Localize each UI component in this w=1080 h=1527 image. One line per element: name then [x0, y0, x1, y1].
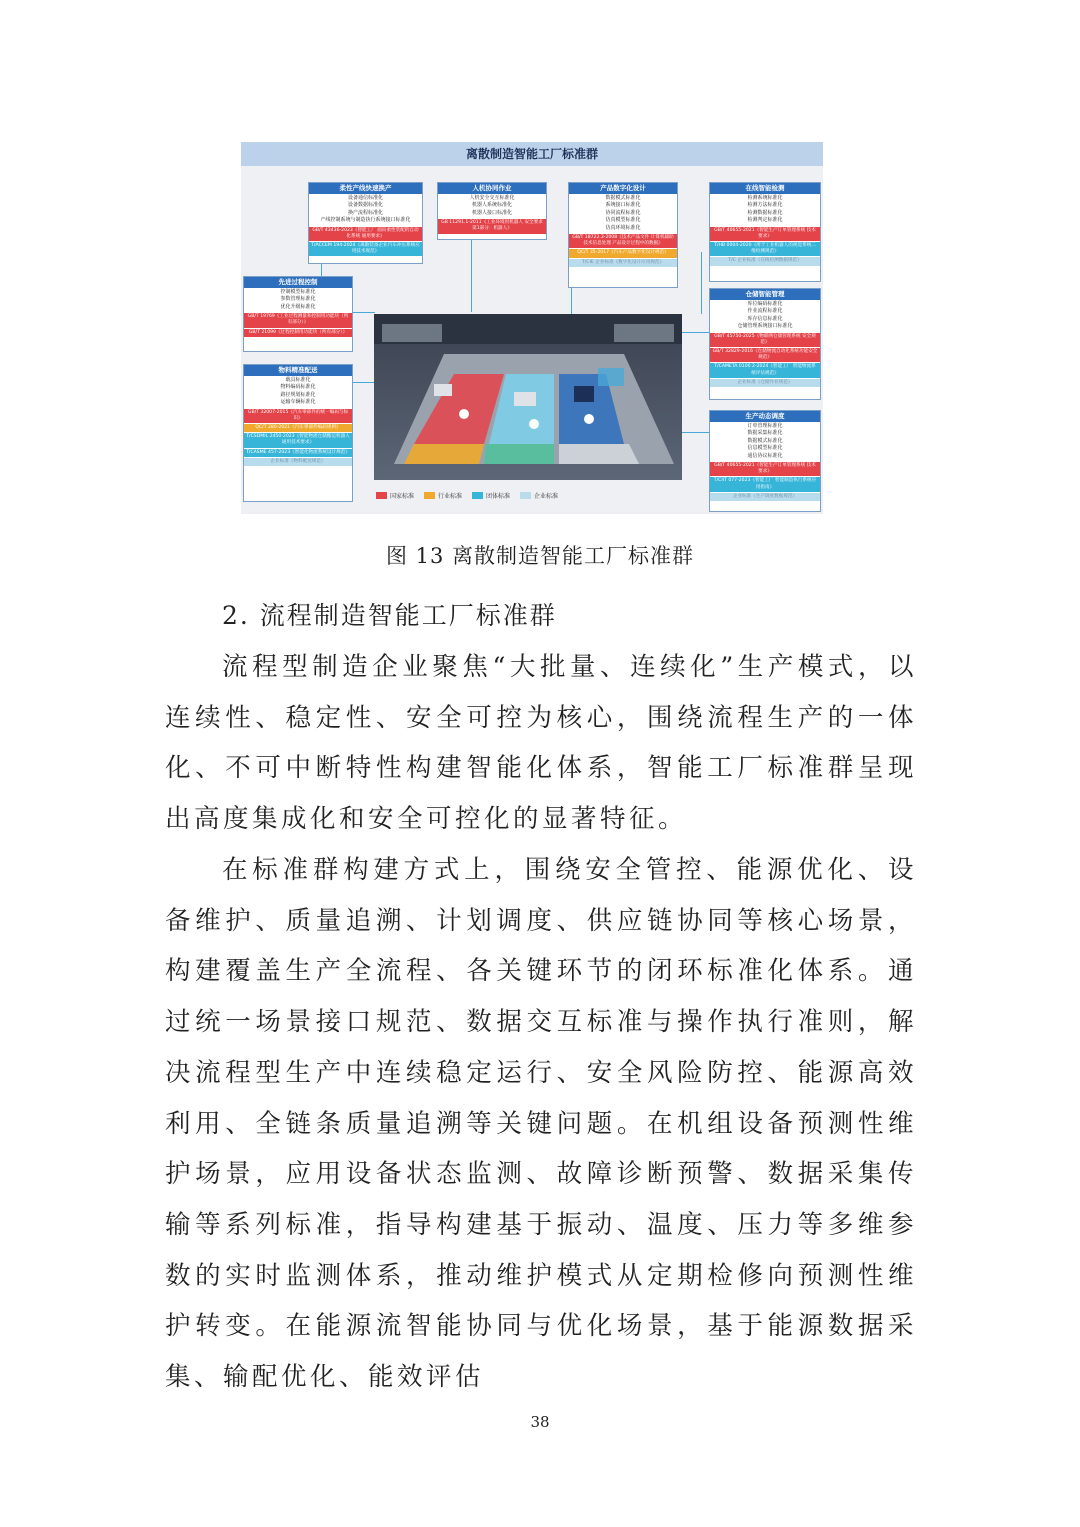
legend-item-enterprise — [520, 491, 558, 500]
standard-national: GB/T 45750-2025《物联网仓储管理系统 安全规范》 — [710, 333, 820, 347]
section-heading: 2. 流程制造智能工厂标准群 — [222, 601, 557, 630]
standard-national: GB/T 40655-2021《智能生产订单管理系统 技术要求》 — [710, 227, 820, 241]
category-item: 数据采集标准化 — [747, 430, 783, 437]
standard-enterprise: 企业标准《生产调度数据规范》 — [710, 493, 820, 501]
category-item: 仓储管理系统接口标准化 — [737, 323, 793, 330]
standard-group: T/CIIT 077-2023《智能工厂 智能制造执行系统应用指南》 — [710, 477, 820, 491]
standard-enterprise: 企业标准《物料配送规范》 — [244, 458, 352, 466]
legend-swatch — [376, 492, 387, 499]
connector-line — [353, 382, 375, 383]
standard-national: GB/T 32007-2015《汽车零部件的统一编码与标识》 — [244, 409, 352, 423]
category-item: 参数管理标准化 — [280, 296, 316, 303]
category-item: 通信协议标准化 — [747, 452, 783, 459]
connector-line — [681, 432, 709, 433]
category-item: 检测系统标准化 — [747, 195, 783, 201]
body-paragraph: 在标准群构建方式上，围绕安全管控、能源优化、设备维护、质量追溯、计划调度、供应链协同等核心场景，构建覆盖生产全流程、各关键环节的闭环标准化体系。通过统一场景接口规范、数据交互标准与操作执行准则，解决流程型生产中连续稳定运行、安全风险防控、能源高效利用、全链条质量追溯等关键问题。在机组设备预测性维护场景，应用设备状态监测、故障诊断预警、数据采集传输等系列标准，指导构建基于振动、温度、压力等多维参数的实时监测体系，推动维护模式从定期检修向预测性维护转变。在能源流智能协同与优化场景，基于能源数据采集、输配优化、能效评估 — [165, 855, 917, 1393]
category-item: 系统接口标准化 — [605, 202, 641, 209]
connector-line — [681, 332, 709, 333]
legend-label: 行业标准 — [438, 493, 463, 500]
standard-national: GB/T 21099《过程控制用功能块（所有部分）》 — [244, 329, 352, 337]
category-header: 仓储智能管理 — [710, 289, 820, 300]
category-item: 数据模式标准化 — [747, 437, 783, 444]
category-item: 运输车辆标准化 — [280, 399, 316, 406]
category-item: 机器人系统标准化 — [471, 202, 512, 209]
category-item: 数据模式标准化 — [605, 195, 641, 201]
standard-national: GB/T 40655-2021《智能生产订单管理系统 技术要求》 — [710, 462, 820, 476]
connector-line — [471, 232, 472, 312]
standard-national: GB/T 43436-2023《智能工厂 面向柔性装配的自动化系统 通用要求》 — [309, 227, 422, 241]
standard-group: T/HB 0004-2020《用于工业机器人的视觉系统二维检测规范》 — [710, 242, 820, 256]
figure-discrete-factory-standards — [241, 142, 823, 514]
category-box-material-delivery — [243, 364, 353, 502]
category-item: 信息模型标准化 — [747, 445, 783, 452]
category-item: 库位编码标准化 — [747, 301, 783, 307]
factory-illustration — [374, 314, 682, 480]
standard-group: T/CAMETA 0100 2-2024《智能工厂 智能物流系统评估规范》 — [710, 363, 820, 377]
category-item: 检测判定标准化 — [747, 217, 783, 224]
standard-group: T/CASME 457-2023《智能化物流系统设计规范》 — [244, 449, 352, 457]
legend-item-national — [376, 491, 414, 500]
category-item: 库存信息标准化 — [747, 315, 783, 322]
legend-label: 国家标准 — [390, 493, 415, 500]
category-header: 在线智能检测 — [710, 183, 820, 194]
category-item: 协同流程标准化 — [605, 209, 641, 216]
category-header: 柔性产线快速换产 — [309, 183, 422, 194]
category-header: 产品数字化设计 — [569, 183, 677, 194]
category-item: 设备通信标准化 — [347, 195, 383, 201]
connector-line — [353, 312, 375, 313]
standard-enterprise: T/C 企业标准《在线检测数据规范》 — [710, 257, 820, 265]
standard-national: GB/T 18722.3-2008《技术产品文件 计算机辅助技术信息处理 产品设计过程中的数据》 — [569, 234, 677, 248]
category-header: 生产动态调度 — [710, 411, 820, 422]
figure-caption: 图 13 离散制造智能工厂标准群 — [385, 544, 695, 568]
figure-legend — [376, 488, 676, 502]
category-item: 控制模型标准化 — [280, 289, 316, 295]
category-item: 仿真环境标准化 — [605, 224, 641, 231]
category-item: 订单管理标准化 — [747, 423, 783, 429]
standard-industry: QC/T 35-2017《汽车产品数字化设计规范》 — [569, 249, 677, 257]
body-paragraph: 流程型制造企业聚焦“大批量、连续化”生产模式，以连续性、稳定性、安全可控为核心，围绕流程生产的一体化、不可中断特性构建智能化体系，智能工厂标准群呈现出高度集成化和安全可控化的显著特征。 — [165, 652, 917, 835]
category-box-online-inspection — [709, 182, 821, 282]
category-box-production-scheduling — [709, 410, 821, 512]
connector-line — [701, 252, 702, 314]
standard-national: GB/T 19769《工业过程测量和控制用功能块（所有部分）》 — [244, 313, 352, 327]
category-item: 仿真模型标准化 — [605, 217, 641, 224]
category-item: 换产流程标准化 — [347, 209, 383, 216]
category-header: 物料精准配送 — [244, 365, 352, 376]
category-header: 人机协同作业 — [438, 183, 546, 194]
category-item: 优化升级标准化 — [280, 303, 316, 310]
category-item: 检测数据标准化 — [747, 209, 783, 216]
category-header: 先进过程控制 — [244, 277, 352, 288]
standard-national: GB/T 32829-2016《仓储物流自动化系统功能安全规范》 — [710, 348, 820, 362]
legend-label: 团体标准 — [486, 493, 511, 500]
category-item: 检测方法标准化 — [747, 202, 783, 209]
category-item: 路径规划标准化 — [280, 391, 316, 398]
category-box-storage — [709, 288, 821, 400]
category-item: 人机安全交互标准化 — [469, 195, 515, 201]
legend-swatch — [424, 492, 435, 499]
category-item: 作业流程标准化 — [747, 308, 783, 315]
category-item: 设备数据标准化 — [347, 202, 383, 209]
legend-label: 企业标准 — [534, 493, 559, 500]
legend-item-group — [472, 491, 510, 500]
standard-industry: QC/T 280-2021《汽车零部件编码规则》 — [244, 424, 352, 432]
standard-enterprise: 企业标准《仓储作业规范》 — [710, 379, 820, 387]
category-item: 机器人接口标准化 — [471, 209, 512, 216]
category-item: 载具标准化 — [285, 377, 311, 383]
category-box-flex-production — [308, 182, 423, 264]
category-box-human-robot — [437, 182, 547, 240]
standard-enterprise: T/CIE 企业标准《数字化设计应用规范》 — [569, 259, 677, 267]
category-box-process-control — [243, 276, 353, 352]
legend-swatch — [472, 492, 483, 499]
standard-group: T/ACCEM 194-2024《离散装备企业汽车冲压系统应用技术规范》 — [309, 242, 422, 256]
page-number: 38 — [530, 1413, 550, 1431]
category-box-digital-design — [568, 182, 678, 288]
standard-national: GB 11291.1-2011《工业环境用机器人 安全要求 第1部分：机器人》 — [438, 219, 546, 233]
legend-item-industry — [424, 491, 462, 500]
legend-swatch — [520, 492, 531, 499]
standard-group: T/CSDMIL 2450-2023《智能物流仓储搬运机器人通用技术要求》 — [244, 433, 352, 447]
figure-title: 离散制造智能工厂标准群 — [241, 142, 823, 166]
category-item: 物料编码标准化 — [280, 384, 316, 391]
category-item: 产线控制系统与制造执行系统接口标准化 — [320, 217, 411, 224]
